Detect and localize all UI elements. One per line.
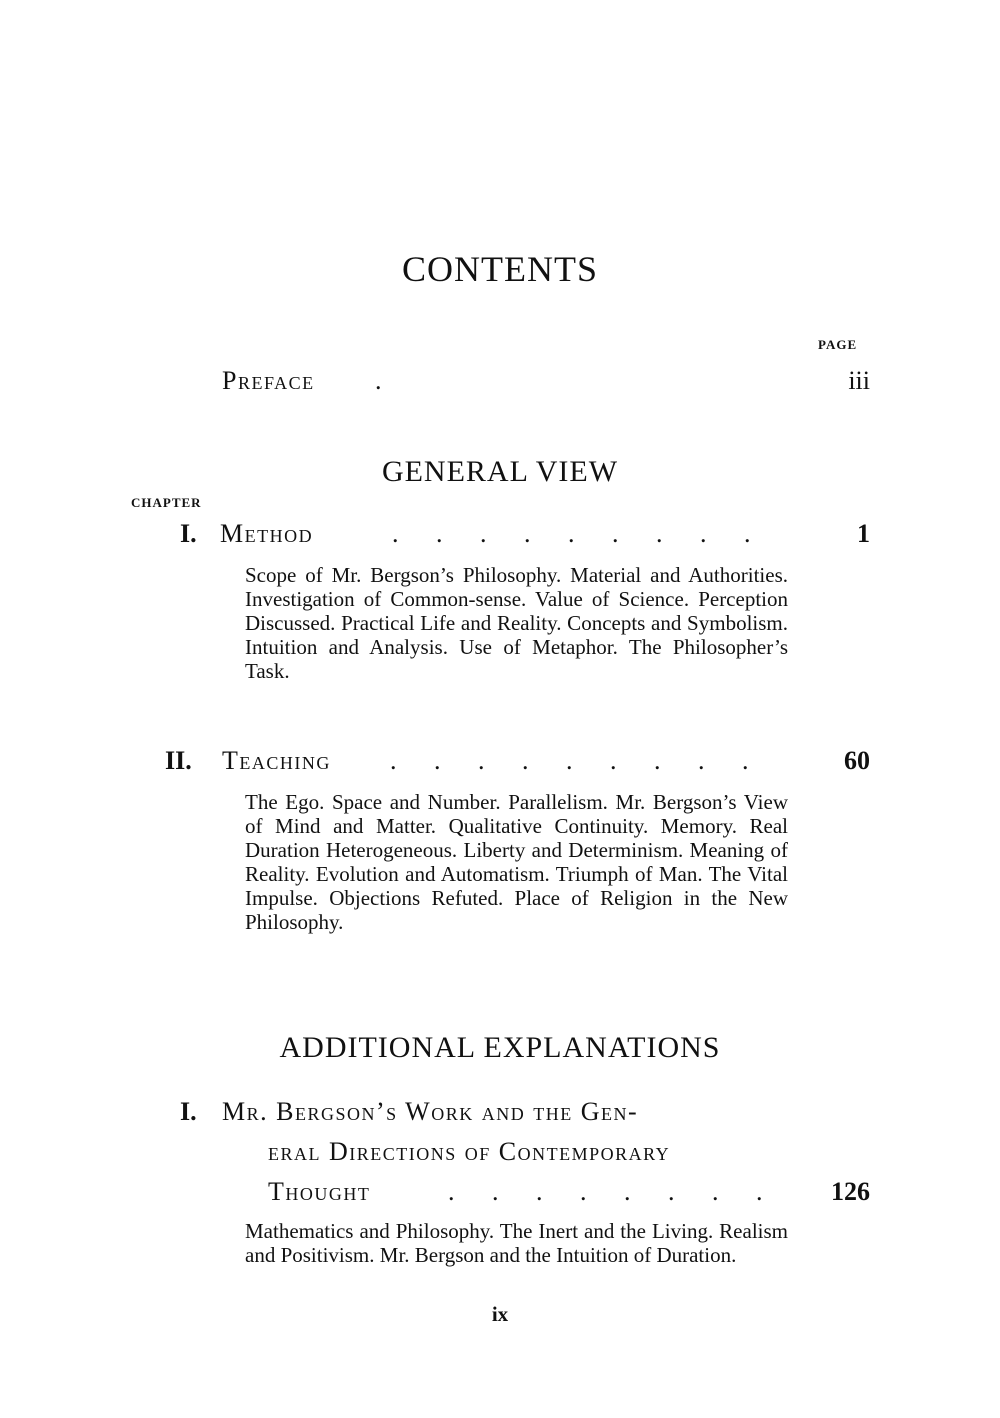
dot-leader: . . . . . . . . . [392,519,751,548]
chapter-title-method[interactable]: Method [220,519,314,548]
chapter-title-line[interactable]: Mr. Bergson’s Work and the Gen- [222,1097,639,1126]
page-column-label: PAGE [818,337,858,352]
dot-leader: . . . . . . . . . [390,746,749,775]
preface-page-number: iii [848,366,870,395]
preface-entry-label[interactable]: Preface [222,366,315,395]
preface-leader-dot: . [375,366,382,395]
chapter-number: I. [180,1097,197,1126]
chapter-summary: Mathematics and Philosophy. The Inert and the Living. Realism and Positivism. Mr. Bergson and the Intuition of Duration. [245,1219,788,1267]
chapter-number: I. [180,519,197,548]
section-heading-additional-explanations: ADDITIONAL EXPLANATIONS [279,1031,721,1064]
chapter-page-number: 1 [857,519,870,548]
chapter-page-number: 60 [844,746,870,775]
chapter-column-label: CHAPTER [131,495,202,510]
dot-leader: . . . . . . . . [448,1177,763,1206]
chapter-number: II. [165,746,192,775]
chapter-summary: The Ego. Space and Number. Parallelism. Mr. Bergson’s View of Mind and Matter. Qualitative Continuity. Memory. Real Duration Heterogeneous. Liberty and Determinism. Meaning of Reality. Evolution and Automatism. Triumph of Man. The Vital Impulse. Objections Refuted. Place of Religion in the New Philosophy. [245,790,788,934]
chapter-title-line[interactable]: eral Directions of Contemporary [268,1137,671,1166]
chapter-page-number: 126 [831,1177,870,1206]
page-title: CONTENTS [402,249,598,289]
chapter-title-line[interactable]: Thought [268,1177,371,1206]
page-folio: ix [491,1302,509,1326]
section-heading-general-view: GENERAL VIEW [381,455,619,488]
chapter-title-teaching[interactable]: Teaching [222,746,331,775]
chapter-summary: Scope of Mr. Bergson’s Philosophy. Material and Authorities. Investigation of Common-sense. Value of Science. Perception Discussed. Practical Life and Reality. Concepts and Symbolism. Intuition and Analysis. Use of Metaphor. The Philosopher’s Task. [245,563,788,683]
